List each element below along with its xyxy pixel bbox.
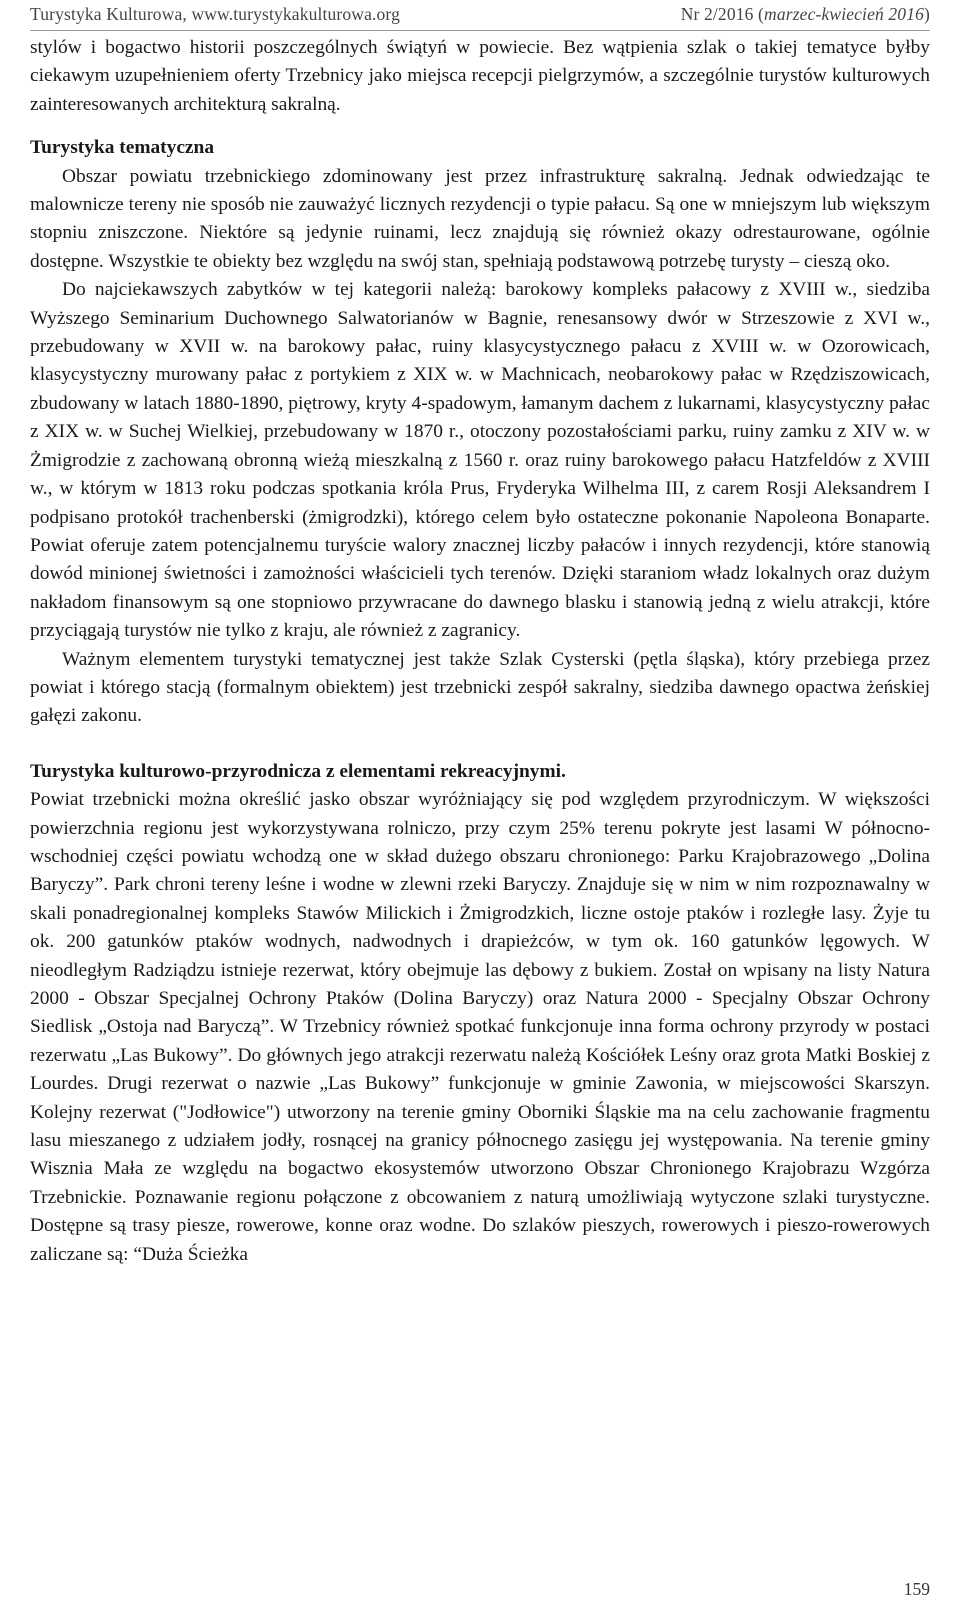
paragraph-intro: stylów i bogactwo historii poszczególnych świątyń w powiecie. Bez wątpienia szlak o takiej tematyce byłby ciekawym uzupełnieniem oferty Trzebnicy jako miejsca recepcji pielgrzymów, a szczególnie turystów kulturowych zainteresowanych architekturą sakralną. (30, 37, 930, 115)
spacer (30, 119, 930, 134)
journal-name: Turystyka Kulturowa, www.turystykakulturowa.org (30, 4, 400, 24)
paragraph-palaces-intro: Obszar powiatu trzebnickiego zdominowany jest przez infrastrukturę sakralną. Jednak odwiedzając te malownicze tereny nie sposób nie zauważyć licznych rezydencji o typie pałacu. Są one w mniejszym lub większym stopniu zniszczone. Niektóre są jedynie ruinami, lecz znajdują się również okazy odrestaurowane, ogólnie dostępne. Wszystkie te obiekty bez względu na swój stan, spełniają podstawową potrzebę turysty – cieszą oko. (30, 165, 930, 272)
paragraph-nature: Powiat trzebnicki można określić jasko obszar wyróżniający się pod względem przyrodniczym. W większości powierzchnia regionu jest wykorzystywana rolniczo, przy czym 25% terenu pokryte jest lasami W północno-wschodniej części powiatu wchodzą one w skład dużego obszaru chronionego: Parku Krajobrazowego „Dolina Baryczy”. Park chroni tereny leśne i wodne w zlewni rzeki Baryczy. Znajduje się w nim w nim rozpoznawalny w skali ponadregionalnej kompleks Stawów Milickich i Żmigrodzkich, liczne ostoje ptaków i rozległe lasy. Żyje tu ok. 200 gatunków ptaków wodnych, nadwodnych i drapieżców, w tym ok. 160 gatunków lęgowych. W nieodległym Radziądzu istnieje rezerwat, który obejmuje las dębowy z bukiem. Został on wpisany na listy Natura 2000 - Obszar Specjalnej Ochrony Ptaków (Dolina Baryczy) oraz Natura 2000 - Specjalny Obszar Ochrony Siedlisk „Ostoja nad Baryczą”. W Trzebnicy również spotkać funkcjonuje inna forma ochrony przyrody w postaci rezerwatu „Las Bukowy”. Do głównych jego atrakcji rezerwatu należą Kościółek Leśny oraz grota Matki Boskiej z Lourdes. Drugi rezerwat o nazwie „Las Bukowy” funkcjonuje w gminie Zawonia, w miejscowości Skarszyn. Kolejny rezerwat ("Jodłowice") utworzony na terenie gminy Oborniki Śląskie ma na celu zachowanie fragmentu lasu mieszanego z udziałem jodły, rosnącej na granicy północnego zasięgu jej występowania. Na terenie gminy Wisznia Mała ze względu na bogactwo ekosystemów utworzono Obszar Chronionego Krajobrazu Wzgórza Trzebnickie. Poznawanie regionu połączone z obcowaniem z naturą umożliwiają wytyczone szlaki turystyczne. Dostępne są trasy piesze, rowerowe, konne oraz wodne. Do szlaków pieszych, rowerowych i pieszo-rowerowych zaliczane są: “Duża Ścieżka (30, 789, 930, 1265)
issue-info (681, 4, 930, 25)
paragraph-monuments: Do najciekawszych zabytków w tej kategorii należą: barokowy kompleks pałacowy z XVIII w., siedziba Wyższego Seminarium Duchownego Salwatorianów w Bagnie, renesansowy dwór w Strzeszowie z XVI w., przebudowany w XVII w. na barokowy pałac, ruiny klasycystycznego pałacu z XVIII w. w Ozorowicach, klasycystyczny murowany pałac z portykiem z XIX w. w Machnicach, neobarokowy pałac w Rzędziszowicach, zbudowany w latach 1880-1890, piętrowy, kryty 4-spadowym, łamanym dachem z lukarnami, klasycystyczny pałac z XIX w. w Suchej Wielkiej, przebudowany w 1870 r., otoczony pozostałościami parku, ruiny zamku z XIV w. w Żmigrodzie z zachowaną obronną wieżą mieszkalną z 1560 r. oraz ruiny barokowego pałacu Hatzfeldów z XVIII w., w którym w 1813 roku podczas spotkania króla Prus, Fryderyka Wilhelma III, z carem Rosji Aleksandrem I podpisano protokół trachenberski (żmigrodzki), którego celem było ostateczne pokonanie Napoleona Bonaparte. Powiat oferuje zatem potencjalnemu turyście walory znacznej liczby pałaców i innych rezydencji, które stanowią dowód minionej świetności i zamożności właścicieli tych terenów. Dzięki staraniom władz lokalnych oraz dużym nakładom finansowym są one stopniowo przywracane do dawnego blasku i stanowią jedną z wielu atrakcji, które przyciągają turystów nie tylko z kraju, ale również z zagranicy. (30, 279, 930, 642)
article-body (30, 34, 930, 1269)
section-heading-nature: Turystyka kulturowo-przyrodnicza z elementami rekreacyjnymi. (30, 760, 566, 782)
page-number: 159 (903, 1579, 930, 1599)
issue-close-paren: ) (924, 4, 930, 24)
issue-months: marzec-kwiecień 2016 (764, 4, 925, 24)
spacer (30, 731, 930, 758)
issue-number: Nr 2/2016 ( (680, 4, 765, 24)
section-heading-thematic: Turystyka tematyczna (30, 137, 215, 159)
page-header (30, 0, 930, 31)
paragraph-cistercian-trail: Ważnym elementem turystyki tematycznej jest także Szlak Cysterski (pętla śląska), który przebiega przez powiat i którego stacją (formalnym obiektem) jest trzebnicki zespół sakralny, siedziba dawnego opactwa żeńskiej gałęzi zakonu. (30, 648, 930, 727)
